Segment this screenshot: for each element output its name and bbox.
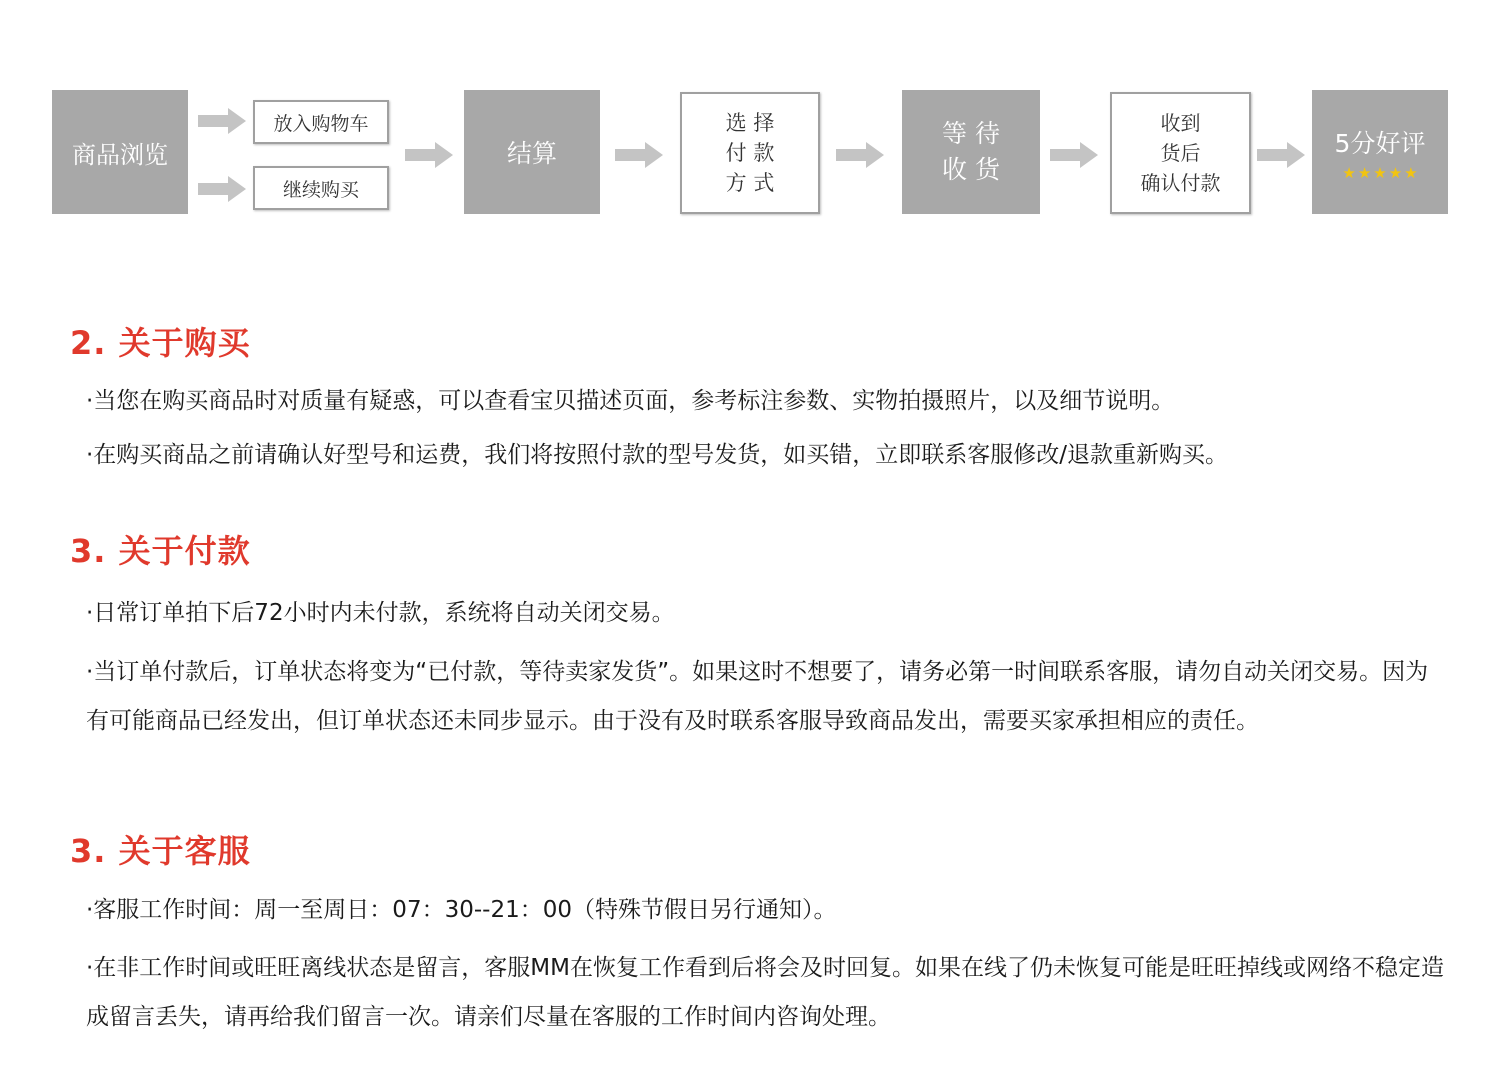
step-await-delivery <box>902 90 1040 214</box>
arrow-right-icon <box>1050 140 1100 170</box>
step-payment-method-line: 选 择 <box>725 111 775 135</box>
section-title-service: 3. 关于客服 <box>70 832 251 870</box>
star-icon: ★ <box>1357 163 1372 182</box>
step-payment-method-line: 付 款 <box>725 141 775 165</box>
step-confirm-line: 货后 <box>1160 141 1201 165</box>
section-title-purchase: 2. 关于购买 <box>70 324 251 362</box>
step-payment-method <box>680 92 820 214</box>
arrow-right-icon <box>1257 140 1307 170</box>
arrow-right-icon <box>615 140 665 170</box>
star-icon: ★ <box>1404 163 1418 182</box>
step-confirm-line: 收到 <box>1160 111 1201 135</box>
step-browse <box>52 90 188 214</box>
purchase-paragraph: ·在购买商品之前请确认好型号和运费，我们将按照付款的型号发货，如买错，立即联系客服修改/退款重新购买。 <box>86 442 1229 468</box>
service-paragraph: ·在非工作时间或旺旺离线状态是留言，客服MM在恢复工作看到后将会及时回复。如果在线了仍未恢复可能是旺旺掉线或网络不稳定造成留言丢失，请再给我们留言一次。请亲们尽量在客服的工作时间内咨询处理。 <box>86 955 1444 1030</box>
service-paragraph: ·客服工作时间：周一至周日：07：30--21：00（特殊节假日另行通知）。 <box>86 897 837 923</box>
payment-paragraph: ·当订单付款后，订单状态将变为“已付款，等待卖家发货”。如果这时不想要了，请务必第一时间联系客服，请勿自动关闭交易。因为有可能商品已经发出，但订单状态还未同步显示。由于没有及时联系客服导致商品发出，需要买家承担相应的责任。 <box>86 659 1429 734</box>
shopping-flow-diagram <box>0 0 1500 260</box>
purchase-paragraph: ·当您在购买商品时对质量有疑惑，可以查看宝贝描述页面，参考标注参数、实物拍摄照片，以及细节说明。 <box>86 388 1175 414</box>
arrow-right-icon <box>836 140 886 170</box>
step-review-label: 5分好评 <box>1334 128 1426 158</box>
step-continue-buy-label: 继续购买 <box>282 178 359 201</box>
step-checkout <box>464 90 600 214</box>
payment-paragraph: ·日常订单拍下后72小时内未付款，系统将自动关闭交易。 <box>86 600 675 626</box>
step-add-cart-label: 放入购物车 <box>273 112 369 135</box>
star-icon: ★ <box>1388 163 1403 182</box>
arrow-right-icon <box>198 106 248 136</box>
step-browse-label: 商品浏览 <box>72 140 168 169</box>
star-icon: ★ <box>1373 163 1387 182</box>
step-review <box>1312 90 1448 214</box>
arrow-right-icon <box>198 174 248 204</box>
section-title-payment: 3. 关于付款 <box>70 532 251 570</box>
step-continue-buy <box>253 166 389 210</box>
step-confirm-payment <box>1110 92 1251 214</box>
arrow-right-icon <box>405 140 455 170</box>
step-confirm-line: 确认付款 <box>1140 171 1221 195</box>
step-add-cart <box>253 100 389 144</box>
star-icon: ★ <box>1342 163 1356 182</box>
step-payment-method-line: 方 式 <box>725 171 775 195</box>
five-star-rating <box>1341 163 1418 182</box>
step-await-delivery-line: 等 待 <box>942 119 1000 148</box>
step-checkout-label: 结算 <box>506 139 557 168</box>
step-await-delivery-line: 收 货 <box>942 155 1000 184</box>
